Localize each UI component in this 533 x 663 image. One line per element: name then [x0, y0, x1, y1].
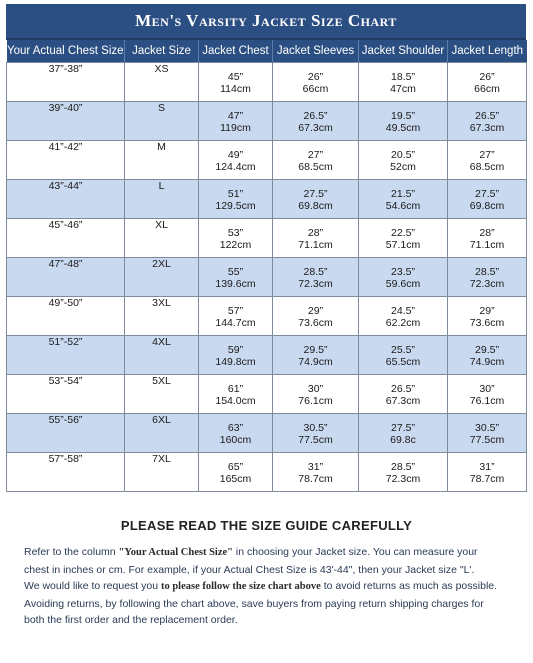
jacket-sleeves-inches: 27”: [307, 149, 324, 161]
cell-jacket-shoulder: [359, 219, 448, 258]
cell-jacket-sleeves: [273, 414, 359, 453]
actual-chest-value: 57”-58”: [48, 453, 83, 465]
cell-jacket-sleeves: [273, 336, 359, 375]
jacket-shoulder-cm: 67.3cm: [385, 395, 421, 407]
cell-jacket-size: [125, 141, 199, 180]
jacket-shoulder-cm: 47cm: [390, 83, 416, 95]
table-row: [7, 141, 527, 180]
jacket-chest-inches: 49”: [227, 149, 244, 161]
jacket-length-inches: 26.5”: [475, 110, 499, 122]
jacket-length-inches: 26”: [479, 71, 495, 83]
cell-jacket-length: [448, 141, 527, 180]
jacket-length-cm: 66cm: [474, 83, 500, 95]
size-guide-heading: PLEASE READ THE SIZE GUIDE CAREFULLY: [120, 518, 413, 533]
jacket-shoulder-inches: 21.5”: [391, 188, 415, 200]
jacket-shoulder-cm: 52cm: [390, 161, 416, 173]
cell-jacket-length: [448, 63, 527, 102]
guide-p2-b: to please follow the size chart above: [160, 581, 321, 592]
jacket-length-cm: 71.1cm: [469, 239, 505, 251]
jacket-shoulder-inches: 26.5”: [391, 383, 415, 395]
jacket-size-value: XS: [154, 63, 169, 75]
header-row: [7, 40, 527, 63]
jacket-chest-inches: 61”: [227, 383, 244, 395]
jacket-length-inches: 29.5”: [475, 344, 499, 356]
cell-actual-chest: [7, 453, 125, 492]
cell-jacket-length: [448, 180, 527, 219]
actual-chest-value: 51”-52”: [48, 336, 83, 348]
cell-actual-chest: [7, 258, 125, 297]
jacket-length-cm: 67.3cm: [469, 122, 505, 134]
jacket-shoulder-inches: 24.5”: [391, 305, 415, 317]
table-row: [7, 297, 527, 336]
table-row: [7, 219, 527, 258]
cell-jacket-length: [448, 102, 527, 141]
jacket-length-inches: 27”: [479, 149, 495, 161]
cell-jacket-chest: [199, 102, 273, 141]
jacket-sleeves-inches: 30”: [307, 383, 324, 395]
chart-title: Men's Varsity Jacket Size Chart: [135, 11, 397, 30]
jacket-size-value: 6XL: [152, 414, 171, 426]
cell-jacket-chest: [199, 375, 273, 414]
jacket-shoulder-inches: 19.5”: [391, 110, 415, 122]
cell-jacket-shoulder: [359, 414, 448, 453]
size-chart-table: [6, 40, 527, 492]
jacket-length-cm: 69.8cm: [469, 200, 505, 212]
jacket-chest-cm: 124.4cm: [215, 161, 256, 173]
jacket-sleeves-cm: 68.5cm: [298, 161, 333, 173]
jacket-sleeves-cm: 66cm: [302, 83, 329, 95]
jacket-length-inches: 28”: [479, 227, 495, 239]
actual-chest-value: 37”-38”: [48, 63, 83, 75]
jacket-chest-cm: 119cm: [220, 122, 251, 134]
jacket-chest-inches: 47”: [227, 110, 244, 122]
jacket-length-inches: 30.5”: [475, 422, 499, 434]
cell-jacket-sleeves: [273, 258, 359, 297]
table-row: [7, 258, 527, 297]
jacket-shoulder-inches: 20.5”: [391, 149, 415, 161]
jacket-shoulder-cm: 49.5cm: [385, 122, 421, 134]
cell-jacket-chest: [199, 297, 273, 336]
table-row: [7, 63, 527, 102]
actual-chest-value: 49”-50”: [48, 297, 83, 309]
jacket-shoulder-inches: 23.5”: [391, 266, 415, 278]
cell-actual-chest: [7, 102, 125, 141]
jacket-length-inches: 30”: [479, 383, 495, 395]
cell-jacket-chest: [199, 414, 273, 453]
col-header-jacket-length: Jacket Length: [448, 40, 527, 63]
jacket-chest-inches: 53”: [227, 227, 244, 239]
cell-jacket-shoulder: [359, 180, 448, 219]
jacket-size-value: 5XL: [152, 375, 171, 387]
jacket-size-value: 2XL: [152, 258, 171, 270]
jacket-chest-inches: 63”: [227, 422, 244, 434]
cell-jacket-shoulder: [359, 258, 448, 297]
jacket-sleeves-cm: 67.3cm: [298, 122, 333, 134]
cell-actual-chest: [7, 336, 125, 375]
jacket-size-value: 4XL: [152, 336, 171, 348]
jacket-size-value: S: [157, 102, 165, 114]
jacket-size-value: L: [158, 180, 165, 192]
cell-actual-chest: [7, 414, 125, 453]
jacket-length-cm: 73.6cm: [469, 317, 505, 329]
cell-jacket-sleeves: [273, 297, 359, 336]
guide-p1-c: in choosing your Jacket size. You can measure your chest in inches or cm. For example, if your Actual Chest Size is 43'-44", then your Jacket size "L'.: [24, 546, 478, 576]
cell-jacket-size: [125, 414, 199, 453]
cell-jacket-chest: [199, 141, 273, 180]
actual-chest-value: 39”-40”: [48, 102, 83, 114]
cell-jacket-sleeves: [273, 180, 359, 219]
jacket-length-inches: 31”: [479, 461, 495, 473]
jacket-size-value: XL: [155, 219, 168, 231]
jacket-chest-cm: 160cm: [219, 434, 252, 446]
jacket-shoulder-cm: 72.3cm: [385, 473, 421, 485]
cell-jacket-size: [125, 453, 199, 492]
jacket-shoulder-cm: 65.5cm: [385, 356, 421, 368]
actual-chest-value: 41”-42”: [48, 141, 83, 153]
jacket-shoulder-inches: 18.5”: [391, 71, 415, 83]
cell-jacket-size: [125, 102, 199, 141]
cell-jacket-chest: [199, 453, 273, 492]
jacket-chest-cm: 149.8cm: [215, 356, 256, 368]
cell-jacket-length: [448, 414, 527, 453]
guide-p1-b: "Your Actual Chest Size": [118, 547, 233, 558]
jacket-length-cm: 77.5cm: [469, 434, 505, 446]
cell-actual-chest: [7, 63, 125, 102]
cell-jacket-chest: [199, 180, 273, 219]
jacket-length-cm: 68.5cm: [469, 161, 505, 173]
actual-chest-value: 43”-44”: [48, 180, 83, 192]
cell-jacket-sleeves: [273, 453, 359, 492]
jacket-sleeves-inches: 27.5”: [303, 188, 328, 200]
jacket-sleeves-cm: 73.6cm: [298, 317, 333, 329]
cell-actual-chest: [7, 375, 125, 414]
cell-jacket-length: [448, 336, 527, 375]
jacket-length-cm: 76.1cm: [469, 395, 505, 407]
jacket-sleeves-cm: 72.3cm: [298, 278, 333, 290]
guide-p2-c: to avoid returns as much as possible. Avoiding returns, by following the chart above, save buyers from paying return shipping charges for both the first order and the replacement order.: [24, 580, 498, 626]
jacket-size-value: 3XL: [152, 297, 171, 309]
jacket-chest-inches: 45”: [227, 71, 244, 83]
chart-title-bar: [6, 4, 526, 40]
cell-jacket-sleeves: [273, 141, 359, 180]
jacket-sleeves-cm: 77.5cm: [298, 434, 333, 446]
jacket-length-cm: 78.7cm: [469, 473, 505, 485]
jacket-size-value: 7XL: [152, 453, 171, 465]
jacket-chest-cm: 165cm: [219, 473, 252, 485]
cell-jacket-length: [448, 258, 527, 297]
jacket-length-inches: 27.5”: [475, 188, 499, 200]
col-header-jacket-chest: Jacket Chest: [199, 40, 273, 63]
table-row: [7, 453, 527, 492]
jacket-chest-cm: 129.5cm: [215, 200, 256, 212]
table-row: [7, 102, 527, 141]
cell-jacket-sleeves: [273, 375, 359, 414]
jacket-chest-inches: 65”: [227, 461, 244, 473]
cell-actual-chest: [7, 219, 125, 258]
table-row: [7, 414, 527, 453]
cell-jacket-chest: [199, 258, 273, 297]
table-row: [7, 375, 527, 414]
jacket-shoulder-cm: 62.2cm: [385, 317, 421, 329]
cell-actual-chest: [7, 297, 125, 336]
jacket-chest-inches: 57”: [227, 305, 244, 317]
cell-jacket-sleeves: [273, 219, 359, 258]
jacket-chest-inches: 55”: [227, 266, 244, 278]
guide-p2-a: We would like to request you: [24, 580, 161, 592]
cell-jacket-length: [448, 219, 527, 258]
jacket-sleeves-inches: 31”: [307, 461, 324, 473]
jacket-length-inches: 28.5”: [475, 266, 499, 278]
actual-chest-value: 47”-48”: [48, 258, 83, 270]
col-header-jacket-shoulder: Jacket Shoulder: [359, 40, 448, 63]
cell-jacket-size: [125, 297, 199, 336]
cell-jacket-length: [448, 375, 527, 414]
cell-jacket-shoulder: [359, 102, 448, 141]
cell-jacket-size: [125, 375, 199, 414]
cell-jacket-size: [125, 336, 199, 375]
cell-jacket-length: [448, 297, 527, 336]
jacket-length-inches: 29”: [479, 305, 495, 317]
jacket-sleeves-inches: 30.5”: [303, 422, 328, 434]
jacket-length-cm: 74.9cm: [469, 356, 505, 368]
jacket-chest-inches: 51”: [227, 188, 244, 200]
cell-jacket-shoulder: [359, 336, 448, 375]
cell-actual-chest: [7, 141, 125, 180]
cell-jacket-shoulder: [359, 141, 448, 180]
col-header-jacket-sleeves: Jacket Sleeves: [273, 40, 359, 63]
table-row: [7, 180, 527, 219]
col-header-jacket-size: Jacket Size: [125, 40, 199, 63]
jacket-sleeves-inches: 28”: [307, 227, 324, 239]
jacket-chest-cm: 139.6cm: [215, 278, 256, 290]
cell-jacket-sleeves: [273, 102, 359, 141]
jacket-chest-cm: 144.7cm: [215, 317, 256, 329]
cell-actual-chest: [7, 180, 125, 219]
actual-chest-value: 45”-46”: [48, 219, 83, 231]
cell-jacket-sleeves: [273, 63, 359, 102]
jacket-size-value: M: [157, 141, 166, 153]
jacket-sleeves-inches: 26.5”: [303, 110, 328, 122]
jacket-chest-inches: 59”: [227, 344, 244, 356]
jacket-sleeves-cm: 76.1cm: [298, 395, 333, 407]
jacket-sleeves-inches: 28.5”: [303, 266, 328, 278]
jacket-chest-cm: 154.0cm: [215, 395, 256, 407]
jacket-shoulder-cm: 59.6cm: [385, 278, 421, 290]
jacket-chest-cm: 114cm: [220, 83, 251, 95]
cell-jacket-size: [125, 63, 199, 102]
jacket-sleeves-cm: 78.7cm: [298, 473, 333, 485]
actual-chest-value: 53”-54”: [48, 375, 83, 387]
jacket-chest-cm: 122cm: [219, 239, 252, 251]
cell-jacket-size: [125, 180, 199, 219]
actual-chest-value: 55”-56”: [48, 414, 83, 426]
col-header-actual-chest: Your Actual Chest Size: [7, 40, 125, 63]
cell-jacket-chest: [199, 63, 273, 102]
jacket-shoulder-inches: 27.5”: [391, 422, 415, 434]
cell-jacket-shoulder: [359, 453, 448, 492]
cell-jacket-size: [125, 219, 199, 258]
jacket-sleeves-cm: 74.9cm: [298, 356, 333, 368]
cell-jacket-length: [448, 453, 527, 492]
jacket-shoulder-inches: 28.5”: [391, 461, 415, 473]
cell-jacket-size: [125, 258, 199, 297]
jacket-shoulder-cm: 69.8c: [390, 434, 416, 446]
cell-jacket-chest: [199, 336, 273, 375]
jacket-length-cm: 72.3cm: [469, 278, 505, 290]
jacket-sleeves-inches: 29.5”: [303, 344, 328, 356]
cell-jacket-shoulder: [359, 297, 448, 336]
cell-jacket-shoulder: [359, 63, 448, 102]
jacket-shoulder-inches: 25.5”: [391, 344, 415, 356]
cell-jacket-chest: [199, 219, 273, 258]
jacket-sleeves-cm: 69.8cm: [298, 200, 333, 212]
table-row: [7, 336, 527, 375]
jacket-shoulder-inches: 22.5”: [391, 227, 415, 239]
jacket-sleeves-inches: 26”: [307, 71, 324, 83]
jacket-sleeves-inches: 29”: [307, 305, 324, 317]
jacket-shoulder-cm: 54.6cm: [385, 200, 421, 212]
jacket-sleeves-cm: 71.1cm: [298, 239, 333, 251]
guide-p1-a: Refer to the column: [24, 546, 119, 558]
jacket-shoulder-cm: 57.1cm: [385, 239, 421, 251]
size-guide-text: [24, 544, 504, 629]
cell-jacket-shoulder: [359, 375, 448, 414]
